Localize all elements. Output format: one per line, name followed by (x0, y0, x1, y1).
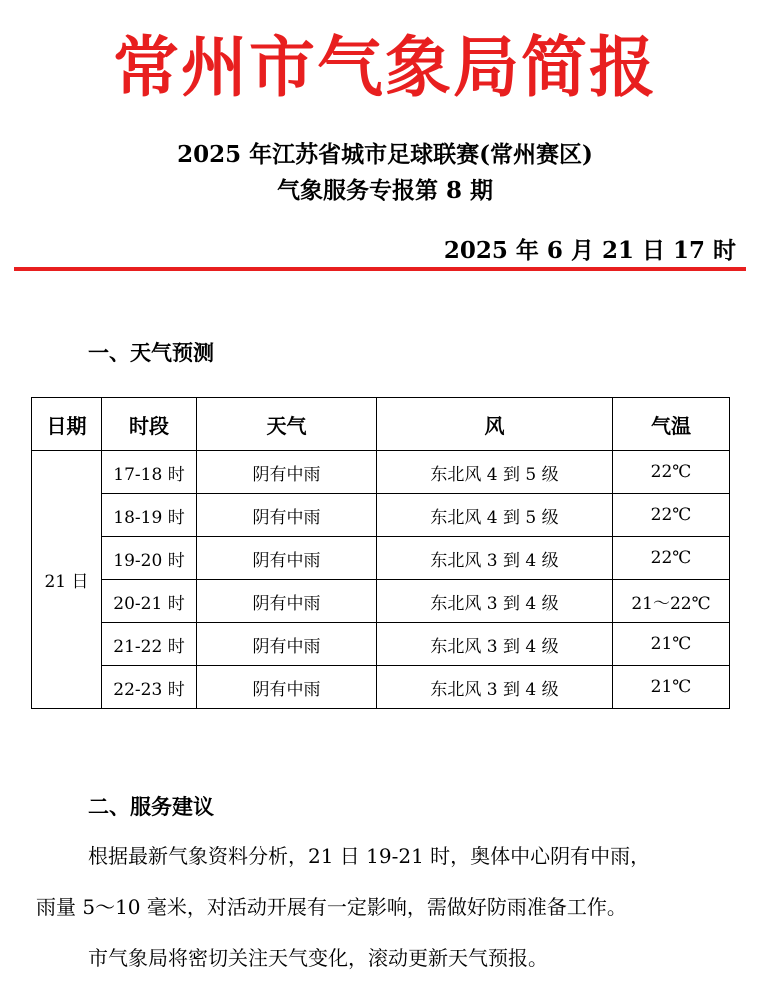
period-cell: 17-18 时 (102, 451, 197, 494)
weather-cell: 阴有中雨 (197, 623, 377, 666)
wind-cell: 东北风 3 到 4 级 (377, 537, 613, 580)
masthead-title: 常州市气象局简报 (113, 28, 657, 106)
advice-paragraph-2: 市气象局将密切关注天气变化，滚动更新天气预报。 (88, 946, 548, 970)
header-weather: 天气 (197, 398, 377, 451)
period-cell: 18-19 时 (102, 494, 197, 537)
issue-date: 2025 年 6 月 21 日 17 时 (443, 237, 736, 264)
period-cell: 19-20 时 (102, 537, 197, 580)
header-temperature: 气温 (613, 398, 730, 451)
subtitle-line-1: 2025 年江苏省城市足球联赛(常州赛区) (177, 141, 593, 168)
wind-cell: 东北风 3 到 4 级 (377, 580, 613, 623)
period-cell: 20-21 时 (102, 580, 197, 623)
weather-cell: 阴有中雨 (197, 537, 377, 580)
section-heading-advice: 二、服务建议 (88, 794, 214, 819)
table-row (32, 580, 730, 623)
advice-paragraph-line-2: 雨量 5～10 毫米，对活动开展有一定影响，需做好防雨准备工作。 (36, 895, 627, 919)
table-row (32, 451, 730, 494)
weather-cell: 阴有中雨 (197, 580, 377, 623)
wind-cell: 东北风 3 到 4 级 (377, 623, 613, 666)
temperature-cell: 22℃ (613, 537, 730, 580)
section-heading-forecast: 一、天气预测 (88, 340, 214, 365)
date-cell: 21 日 (32, 451, 102, 709)
wind-cell: 东北风 4 到 5 级 (377, 451, 613, 494)
forecast-table (31, 397, 730, 709)
header-period: 时段 (102, 398, 197, 451)
temperature-cell: 22℃ (613, 494, 730, 537)
table-row (32, 494, 730, 537)
advice-paragraph-line-1: 根据最新气象资料分析，21 日 19-21 时，奥体中心阴有中雨， (88, 844, 651, 868)
table-row (32, 623, 730, 666)
temperature-cell: 21℃ (613, 623, 730, 666)
temperature-cell: 21～22℃ (613, 580, 730, 623)
temperature-cell: 21℃ (613, 666, 730, 709)
wind-cell: 东北风 3 到 4 级 (377, 666, 613, 709)
weather-cell: 阴有中雨 (197, 494, 377, 537)
table-header-row (32, 398, 730, 451)
subtitle-line-2: 气象服务专报第 8 期 (276, 177, 494, 204)
table-row (32, 537, 730, 580)
weather-cell: 阴有中雨 (197, 451, 377, 494)
header-date: 日期 (32, 398, 102, 451)
period-cell: 21-22 时 (102, 623, 197, 666)
period-cell: 22-23 时 (102, 666, 197, 709)
table-row (32, 666, 730, 709)
weather-cell: 阴有中雨 (197, 666, 377, 709)
header-wind: 风 (377, 398, 613, 451)
wind-cell: 东北风 4 到 5 级 (377, 494, 613, 537)
temperature-cell: 22℃ (613, 451, 730, 494)
red-divider (14, 267, 746, 271)
